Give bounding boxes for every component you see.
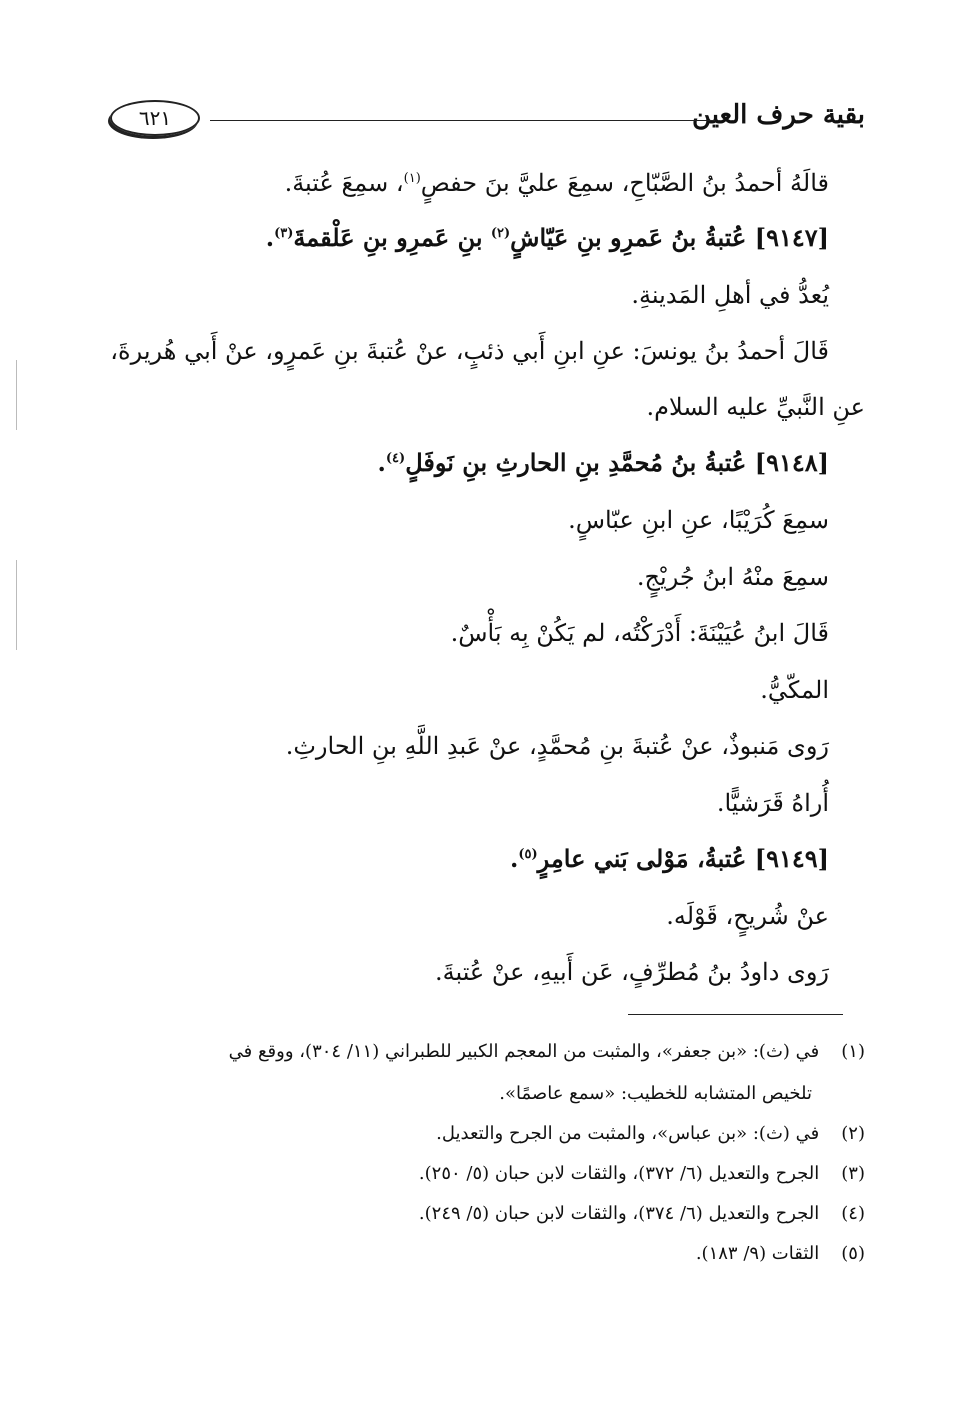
entry-heading-9148 (378, 446, 829, 480)
footnote-5 (696, 1240, 865, 1268)
footnote-1-continuation: تلخيص المتشابه للخطيب: «سمع عاصمًا». (499, 1083, 812, 1104)
text-segment: قالَهُ أحمدُ بنُ الصَّبّاحِ، سمِعَ عليَّ بنَ حفصٍ (420, 169, 829, 197)
header-rule (210, 120, 715, 121)
text-line (285, 166, 829, 200)
footnote-text: في (ث): «بن جعفر»، والمثبت من المعجم الكبير للطبراني (١١/ ٣٠٤)، ووقع في (228, 1041, 820, 1062)
scan-edge-mark (16, 360, 17, 430)
footnote-ref[interactable]: (٤) (385, 451, 406, 466)
footnote-ref[interactable]: (١) (403, 171, 421, 186)
text-segment: ، سمِعَ عُتبةَ. (284, 169, 404, 197)
footnote-text: الثقات (٩/ ١٨٣). (695, 1243, 820, 1264)
footnote-number: (٢) (841, 1123, 865, 1144)
text-segment: . (265, 223, 275, 252)
text-line: سمِعَ منْهُ ابنُ جُريْجٍ. (636, 563, 829, 591)
entry-heading-9149 (510, 842, 829, 876)
footnote-1 (229, 1038, 865, 1066)
text-line: عنْ شُريحٍ، قَوْلَه. (666, 902, 829, 930)
entry-heading-9147 (266, 221, 829, 255)
text-line: عنِ النَّبيِّ عليه السلام. (646, 393, 865, 421)
footnote-4 (419, 1200, 865, 1228)
scan-edge-mark (16, 560, 17, 650)
text-segment: [٩١٤٩] عُتبةُ، مَوْلى بَني عامِرٍ (537, 844, 829, 873)
text-segment: [٩١٤٨] عُتبةُ بنُ مُحمَّدِ بنِ الحارثِ بنِ نَوفَلٍ (405, 448, 829, 477)
footnote-ref[interactable]: (٢) (490, 226, 511, 241)
text-segment: . (377, 448, 386, 477)
text-line: المكّيُّ. (760, 676, 829, 704)
footnote-text: في (ث): «بن عباس»، والمثبت من الجرح والتعديل. (436, 1123, 820, 1144)
footnote-text: الجرح والتعديل (٦/ ٣٧٢)، والثقات لابن حبان (٥/ ٢٥٠). (418, 1163, 820, 1184)
page-header (110, 98, 865, 138)
text-segment: [٩١٤٧] عُتبةُ بنُ عَمرِو بنِ عَيّاشٍ (510, 223, 829, 252)
text-line: يُعدُّ في أهلِ المَدينةِ. (631, 281, 829, 309)
page-number: ٦٢١ (138, 106, 172, 130)
footnote-number: (٣) (841, 1163, 865, 1184)
text-line: أُراهُ قَرَشيًّا. (716, 789, 829, 817)
footnote-text: الجرح والتعديل (٦/ ٣٧٤)، والثقات لابن حبان (٥/ ٢٤٩). (418, 1203, 820, 1224)
footnote-number: (٥) (841, 1243, 865, 1264)
text-line: سمِعَ كُرَيْبًا، عنِ ابنِ عبّاسٍ. (568, 506, 829, 534)
page-number-badge (110, 100, 200, 136)
text-line: رَوى داودُ بنُ مُطرِّفٍ، عَن أَبيهِ، عنْ عُتبةَ. (434, 958, 829, 986)
footnote-ref[interactable]: (٣) (274, 226, 294, 241)
footnote-3 (419, 1160, 865, 1188)
footnote-number: (٤) (841, 1203, 865, 1224)
footnote-ref[interactable]: (٥) (518, 847, 538, 862)
text-line: قَالَ ابنُ عُيَيْنَةَ: أَدْرَكْتُه، لم يَكُنْ بِه بَأْسٌ. (450, 619, 829, 647)
footnote-number: (١) (841, 1041, 865, 1062)
text-line: رَوى مَنبوذٌ، عنْ عُتبةَ بنِ مُحمَّدٍ، عنْ عَبدِ اللَّهِ بنِ الحارثِ. (285, 732, 829, 760)
text-segment: . (510, 844, 519, 873)
footnote-separator (628, 1014, 843, 1015)
running-title: بقية حرف العين (692, 100, 865, 130)
footnote-2 (436, 1120, 865, 1148)
text-line: قَالَ أحمدُ بنُ يونسَ: عنِ ابنِ أَبي ذئبٍ، عنْ عُتبةَ بنِ عَمرٍو، عنْ أَبي هُريرةَ، (110, 337, 829, 365)
text-segment: بنِ عَمرِو بنِ عَلْقمةَ (293, 223, 491, 252)
